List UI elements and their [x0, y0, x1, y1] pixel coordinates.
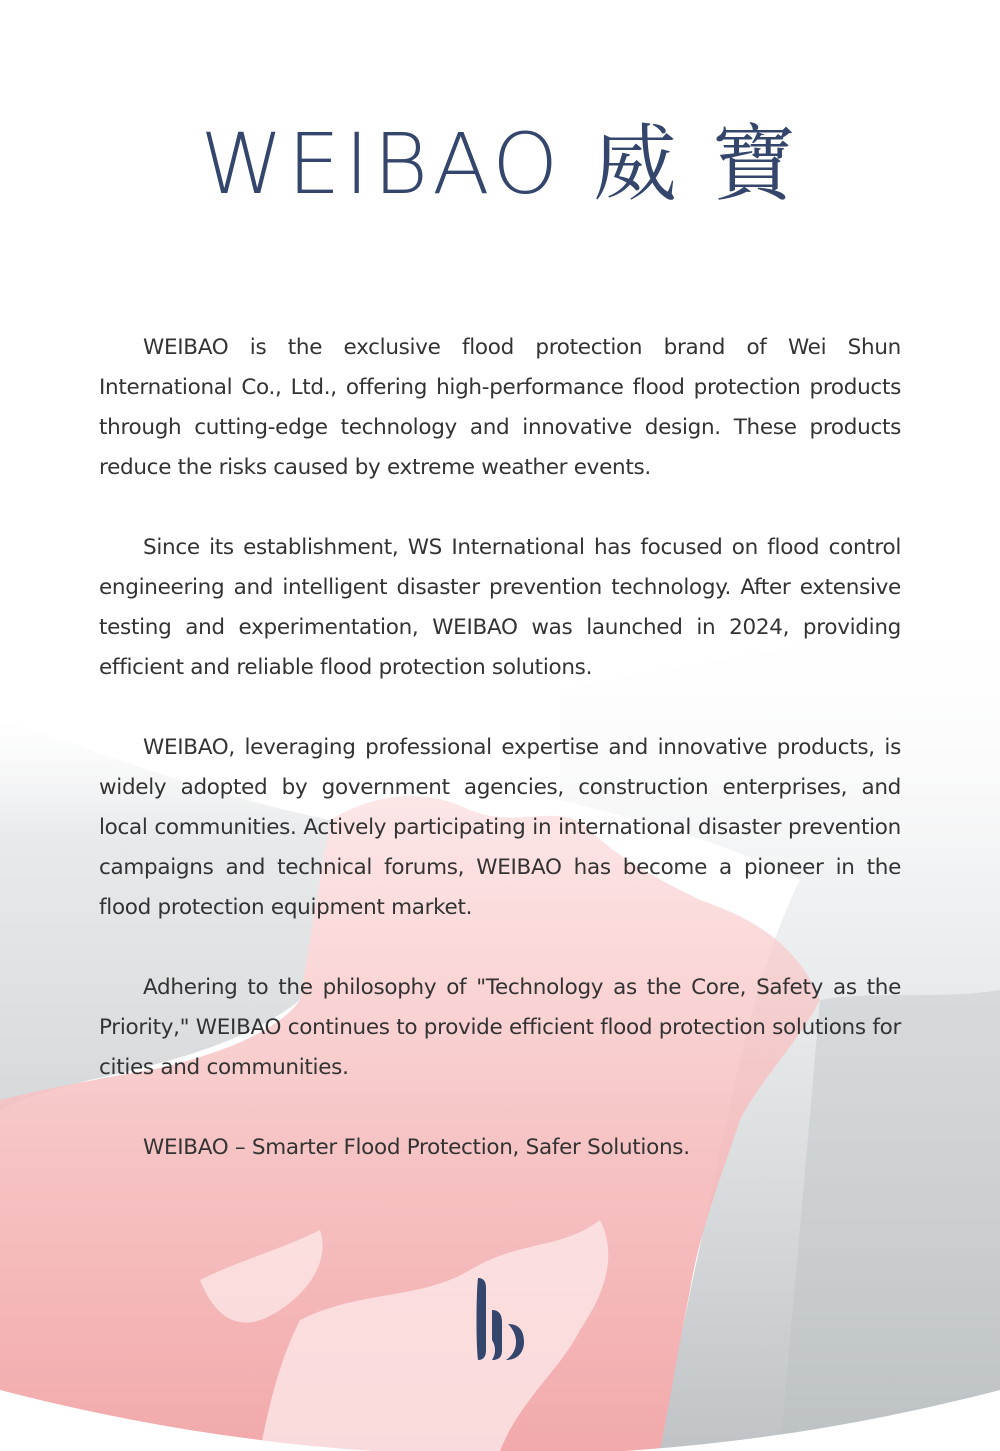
paragraph-philosophy: Adhering to the philosophy of "Technology as the Core, Safety as the Priority," WEIBAO continues to provide efficient flood protection solutions for cities and communities. — [99, 975, 901, 1080]
page-title: WEIBAO 威 寶 — [200, 115, 800, 213]
paragraph-intro: WEIBAO is the exclusive flood protection brand of Wei Shun International Co., Ltd., offering high-performance flood protection products through cutting-edge technology and innovative design. These products reduce the risks caused by extreme weather events. — [99, 335, 901, 480]
weibao-logo-icon — [470, 1276, 530, 1362]
paragraph-slogan: WEIBAO – Smarter Flood Protection, Safer Solutions. — [143, 1135, 690, 1160]
paragraph-adoption: WEIBAO, leveraging professional expertise and innovative products, is widely adopted by government agencies, construction enterprises, and local communities. Actively participating in international disaster prevention campaigns and technical forums, WEIBAO has become a pioneer in the flood protection equipment market. — [99, 735, 901, 920]
body-text — [99, 328, 901, 1168]
paragraph-history: Since its establishment, WS International has focused on flood control engineering and intelligent disaster prevention technology. After extensive testing and experimentation, WEIBAO was launched in 2024, providing efficient and reliable flood protection solutions. — [99, 535, 901, 680]
